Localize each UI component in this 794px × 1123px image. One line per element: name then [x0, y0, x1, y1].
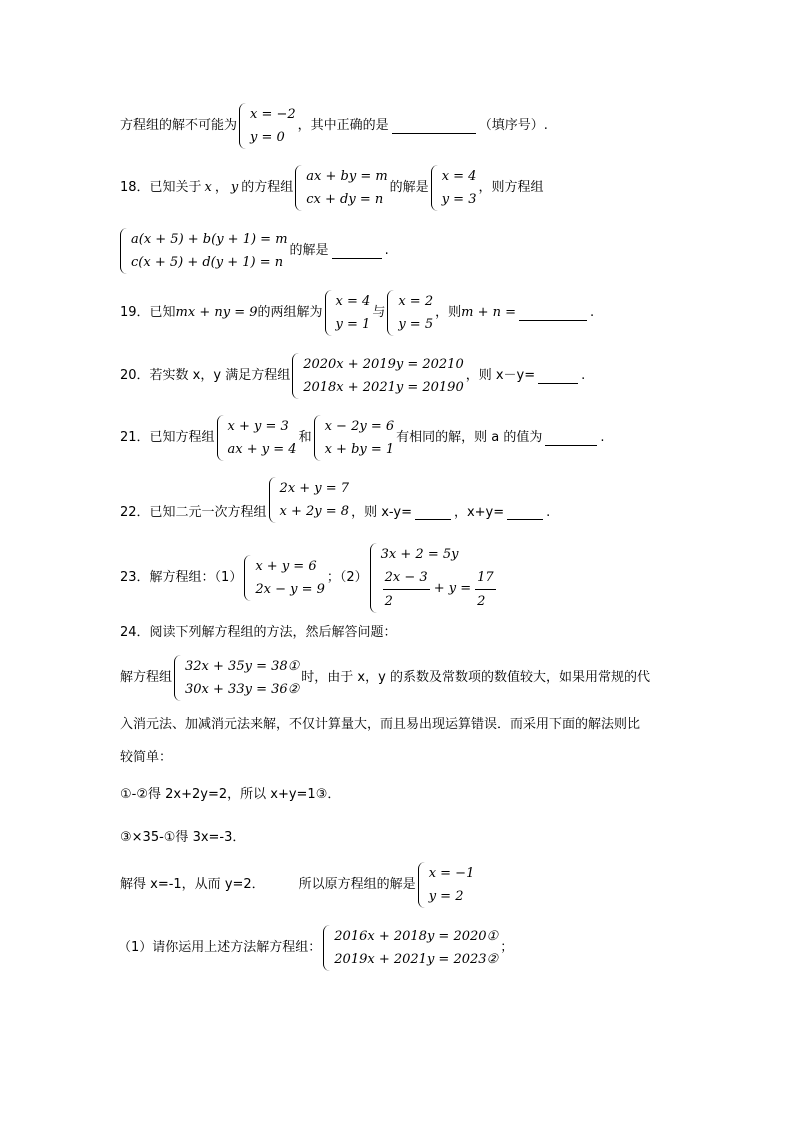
- q18-answer-blank[interactable]: [332, 244, 382, 259]
- q24-text-a: 解方程组: [120, 670, 173, 686]
- q24-part1-sys-row-2: 2019x + 2021y = 2023②: [334, 952, 499, 967]
- q24-sol-row-2: y = 2: [428, 889, 464, 904]
- q24-intro: 24．阅读下列解方程组的方法，然后解答问题：: [120, 625, 397, 640]
- q18-system-2: [431, 165, 477, 211]
- q20-text-b: ，则 x－y=: [465, 368, 536, 384]
- brace-icon: [387, 290, 395, 336]
- q18-text-a: 18．已知关于: [120, 180, 202, 196]
- q22-answer-blank-2[interactable]: [507, 505, 543, 520]
- q23-fraction-2-denominator: 2: [477, 594, 486, 609]
- q20-text-a: 20．若实数 x，y 满足方程组: [120, 368, 291, 384]
- q17-sys-row-1: x = −2: [250, 107, 296, 122]
- q22-text-d: .: [546, 505, 551, 521]
- question-18: [120, 165, 684, 211]
- q22-text-a: 22．已知二元一次方程组: [120, 505, 267, 521]
- q17-answer-blank[interactable]: [392, 119, 476, 134]
- q17-sys-row-2: y = 0: [250, 130, 285, 145]
- brace-icon: [431, 165, 439, 211]
- question-19: [120, 290, 684, 336]
- q24-step-1: ①-②得 2x+2y=2，所以 x+y=1③．: [120, 787, 341, 802]
- q18-sys2-row-2: y = 3: [441, 192, 477, 207]
- q24-part1-sys-row-1: 2016x + 2018y = 2020①: [334, 929, 499, 944]
- q17-text-c: （填序号）.: [478, 118, 548, 134]
- q23-text-b: ；（2）: [326, 570, 368, 586]
- q22-system: [269, 477, 350, 523]
- q20-system: [292, 353, 464, 399]
- q19-equation: mx + ny = 9: [175, 305, 258, 321]
- q20-text-c: .: [581, 368, 586, 384]
- q24-step3-b: 所以原方程组的解是: [298, 877, 416, 893]
- brace-icon: [292, 353, 300, 399]
- brace-icon: [323, 925, 331, 971]
- q18-sys1-row-2: cx + dy = n: [306, 192, 384, 207]
- q23-fraction-2: [475, 566, 496, 613]
- q22-sys-row-2: x + 2y = 8: [279, 504, 350, 519]
- q19-answer-blank[interactable]: [519, 306, 587, 321]
- q18-sys2-row-1: x = 4: [441, 169, 477, 184]
- q23-fraction-1-denominator: 2: [384, 594, 393, 609]
- q19-text-a: 19．已知: [120, 305, 176, 321]
- q19-text-b: 的两组解为: [257, 305, 323, 321]
- q19-text-e: .: [590, 305, 595, 321]
- q24-system: [174, 655, 299, 701]
- q23-sys2-row-1: 3x + 2 = 5y: [380, 547, 459, 562]
- q24-problem-line: [120, 655, 700, 701]
- q21-sys1-row-2: ax + y = 4: [227, 442, 297, 457]
- brace-icon: [418, 862, 426, 908]
- q23-sys1-row-1: x + y = 6: [255, 559, 317, 574]
- q19-sys1-row-1: x = 4: [335, 294, 371, 309]
- q24-part-1: [118, 925, 684, 971]
- q24-solution-system: [418, 862, 475, 908]
- q24-text-b: 时，由于 x，y 的系数及常数项的数值较大，如果用常规的代: [301, 670, 650, 686]
- q24-step-3: [120, 862, 684, 908]
- q18-text-b: 的方程组: [241, 180, 294, 196]
- q21-text-b: 和: [298, 430, 312, 446]
- q21-text-a: 21．已知方程组: [120, 430, 215, 446]
- q20-sys-row-1: 2020x + 2019y = 20210: [303, 357, 464, 372]
- q19-system-1: [325, 290, 371, 336]
- q18-sys1-row-1: ax + by = m: [306, 169, 388, 184]
- q19-text-d: ，则: [435, 305, 462, 321]
- q23-system-2: [370, 543, 498, 613]
- q23-fraction-2-numerator: 17: [475, 566, 496, 590]
- brace-icon: [244, 555, 252, 601]
- question-18-continued: [120, 228, 684, 274]
- q20-sys-row-2: 2018x + 2021y = 20190: [303, 380, 464, 395]
- q24-line-3: 较简单：: [120, 750, 173, 765]
- q22-sys-row-1: 2x + y = 7: [279, 481, 350, 496]
- q17-text-a: 方程组的解不可能为: [120, 118, 238, 134]
- q24-line-2: 入消元法、加减消元法来解，不仅计算量大，而且易出现运算错误．而采用下面的解法则比: [120, 717, 641, 732]
- q24-part1-a: （1）请你运用上述方法解方程组：: [118, 940, 322, 956]
- brace-icon: [370, 543, 378, 613]
- question-20: [120, 353, 684, 399]
- q18-text-e: 的解是: [289, 243, 329, 259]
- q22-text-c: ，x+y=: [453, 505, 505, 521]
- q23-fraction-1-numerator: 2x − 3: [383, 566, 430, 590]
- brace-icon: [174, 655, 182, 701]
- brace-icon: [239, 103, 247, 149]
- q24-step-2: ③×35-①得 3x=-3．: [120, 830, 246, 845]
- q23-text-a: 23．解方程组：（1）: [120, 570, 243, 586]
- q18-var-y: y: [230, 180, 239, 196]
- q21-text-d: .: [600, 430, 605, 446]
- question-23: [120, 543, 684, 613]
- q18-text-d: ，则方程组: [478, 180, 544, 196]
- q18-text-f: .: [384, 243, 389, 259]
- q23-sys2-row-2: [381, 566, 498, 613]
- q24-step3-a: 解得 x=-1，从而 y=2．: [120, 877, 265, 893]
- brace-icon: [295, 165, 303, 211]
- q24-sys-row-2: 30x + 33y = 36②: [185, 682, 300, 697]
- q18-sys3-row-1: a(x + 5) + b(y + 1) = m: [131, 232, 288, 247]
- q21-answer-blank[interactable]: [545, 431, 597, 446]
- brace-icon: [217, 415, 225, 461]
- q19-sys2-row-1: x = 2: [398, 294, 434, 309]
- brace-icon: [314, 415, 322, 461]
- q21-system-1: [217, 415, 297, 461]
- q24-sol-row-1: x = −1: [428, 866, 475, 881]
- question-17-tail: [120, 103, 684, 149]
- q21-system-2: [314, 415, 395, 461]
- q22-text-b: ，则 x-y=: [351, 505, 412, 521]
- brace-icon: [120, 228, 128, 274]
- question-21: [120, 415, 684, 461]
- q18-text-c: 的解是: [389, 180, 429, 196]
- q18-var-x: x: [204, 180, 212, 196]
- q23-system-1: [244, 555, 325, 601]
- q23-row2-mid: + y =: [433, 581, 472, 597]
- q18-sys3-row-2: c(x + 5) + d(y + 1) = n: [131, 255, 284, 270]
- q23-sys1-row-2: 2x − y = 9: [255, 582, 325, 597]
- q19-system-2: [387, 290, 433, 336]
- q19-expression: m + n =: [461, 305, 517, 321]
- q19-sys1-row-2: y = 1: [335, 317, 371, 332]
- q18-system-3: [120, 228, 288, 274]
- q23-fraction-1: [383, 566, 430, 613]
- q17-equation-system: [239, 103, 296, 149]
- q24-sys-row-1: 32x + 35y = 38①: [185, 659, 300, 674]
- q24-part1-b: ；: [500, 940, 514, 956]
- brace-icon: [269, 477, 277, 523]
- q18-system-1: [295, 165, 387, 211]
- q19-text-c: 与: [372, 305, 386, 321]
- q24-part1-system: [323, 925, 498, 971]
- q22-answer-blank-1[interactable]: [415, 505, 451, 520]
- q19-sys2-row-2: y = 5: [398, 317, 434, 332]
- q20-answer-blank[interactable]: [538, 369, 578, 384]
- q21-sys2-row-1: x − 2y = 6: [324, 419, 395, 434]
- q21-sys1-row-1: x + y = 3: [227, 419, 289, 434]
- q21-text-c: 有相同的解，则 a 的值为: [396, 430, 543, 446]
- q18-sep: ，: [214, 180, 228, 196]
- question-22: [120, 477, 684, 523]
- brace-icon: [325, 290, 333, 336]
- q21-sys2-row-2: x + by = 1: [324, 442, 395, 457]
- q17-text-b: ，其中正确的是: [297, 118, 389, 134]
